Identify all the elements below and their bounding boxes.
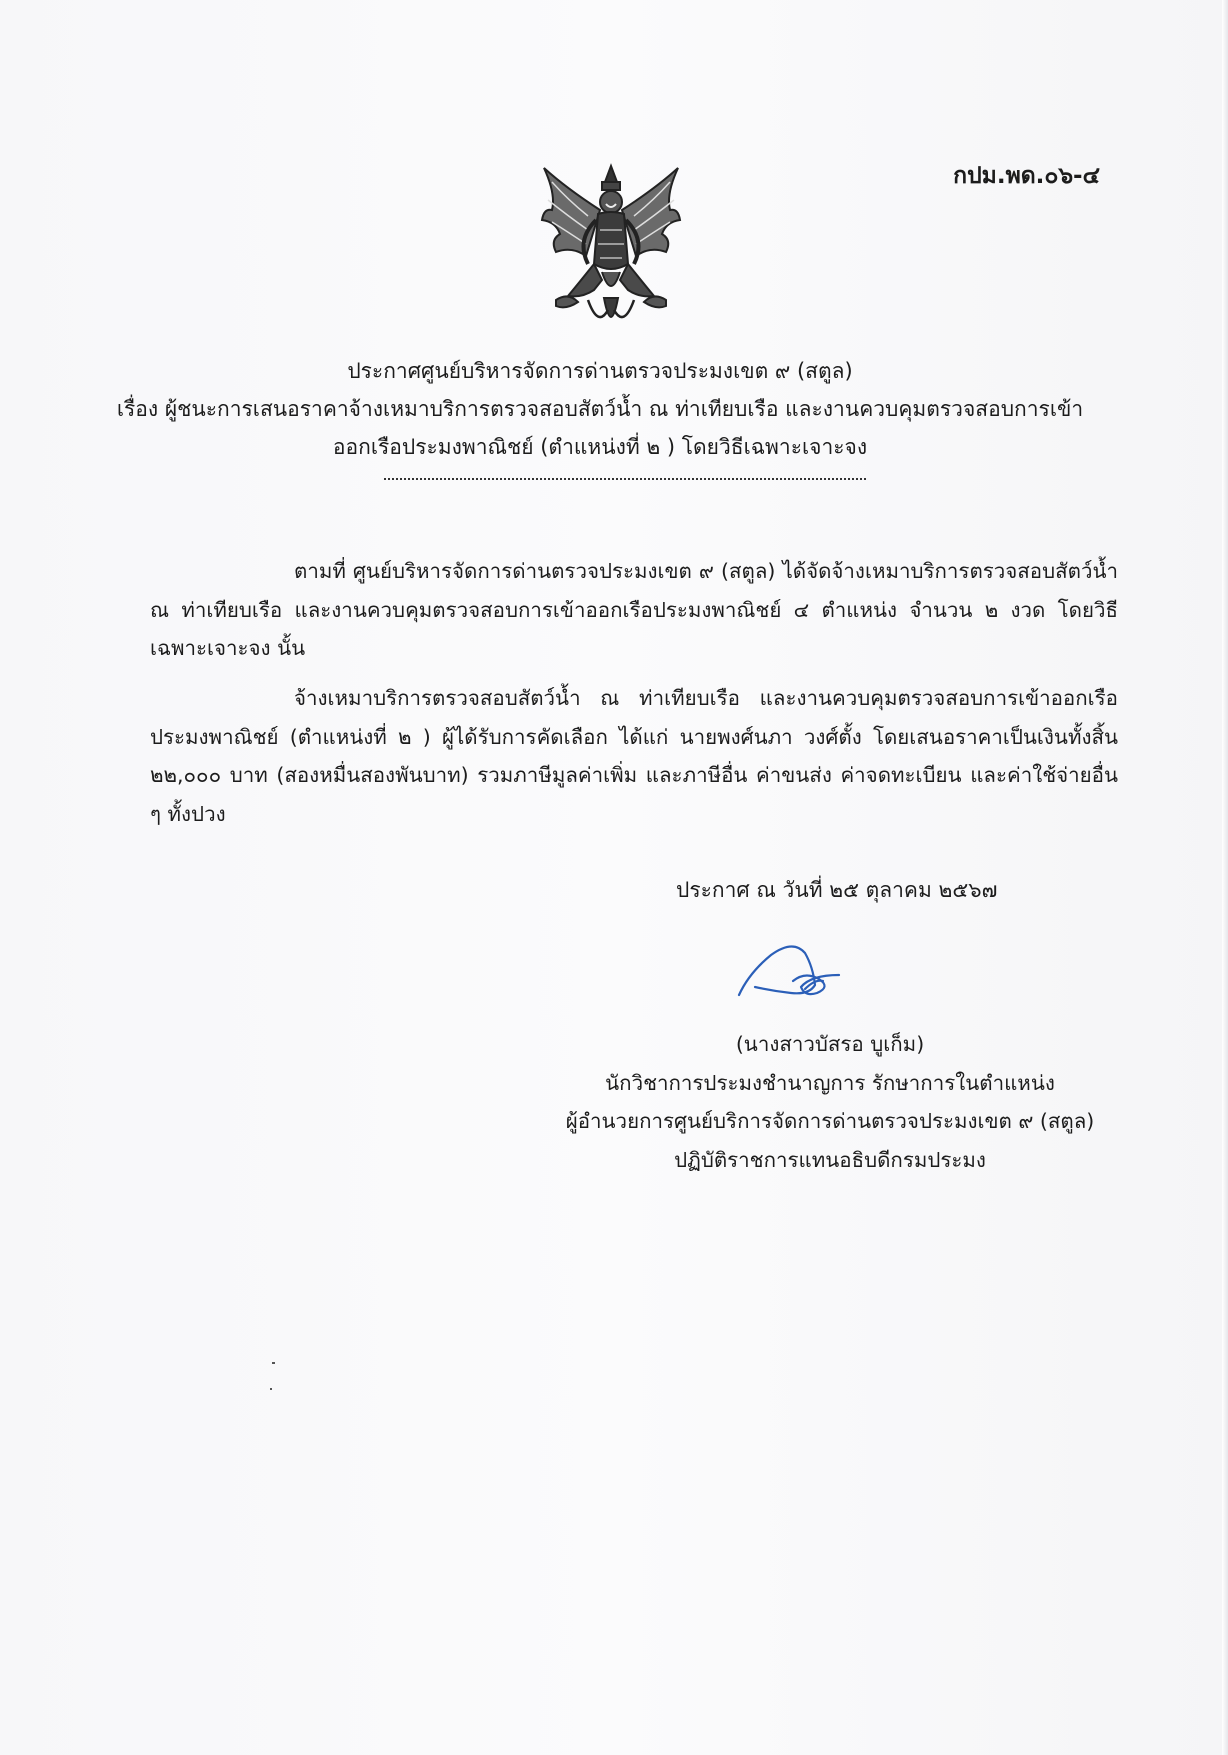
- signer-name: (นางสาวบัสรอ บูเก็ม): [735, 1032, 925, 1056]
- heading-line-2: เรื่อง ผู้ชนะการเสนอราคาจ้างเหมาบริการตรวจสอบสัตว์น้ำ ณ ท่าเทียบเรือ และงานควบคุมตรวจสอบการเข้า: [116, 397, 1084, 421]
- signer-position-1: นักวิชาการประมงชำนาญการ รักษาการในตำแหน่ง: [605, 1070, 1055, 1095]
- body-paragraph-1: ตามที่ ศูนย์บริหารจัดการด่านตรวจประมงเขต ๙ (สตูล) ได้จัดจ้างเหมาบริการตรวจสอบสัตว์น้ำ ณ ท่าเทียบเรือ และงานควบคุมตรวจสอบการเข้าออกเรือประมงพาณิชย์ ๔ ตำแหน่ง จำนวน ๒ งวด โดยวิธีเฉพาะเจาะจง นั้น: [150, 559, 1118, 660]
- signer-position-3: ปฏิบัติราชการแทนอธิบดีกรมประมง: [674, 1147, 986, 1172]
- document-code: กปม.พด.๐๖-๔: [953, 163, 1100, 189]
- dotted-separator: [384, 478, 866, 480]
- garuda-emblem-icon: [538, 160, 684, 342]
- heading-line-1: ประกาศศูนย์บริหารจัดการด่านตรวจประมงเขต ๙ (สตูล): [347, 359, 853, 383]
- scan-speck: [272, 1362, 275, 1364]
- document-heading: [80, 352, 1120, 466]
- signature-block: [540, 1025, 1120, 1179]
- handwritten-signature-icon: [735, 935, 855, 1010]
- body-paragraph-2: จ้างเหมาบริการตรวจสอบสัตว์น้ำ ณ ท่าเทียบเรือ และงานควบคุมตรวจสอบการเข้าออกเรือประมงพาณิชย์ (ตำแหน่งที่ ๒ ) ผู้ได้รับการคัดเลือก ได้แก่ นายพงศ์นภา วงศ์ตั้ง โดยเสนอราคาเป็นเงินทั้งสิ้น ๒๒,๐๐๐ บาท (สองหมื่นสองพันบาท) รวมภาษีมูลค่าเพิ่ม และภาษีอื่น ค่าขนส่ง ค่าจดทะเบียน และค่าใช้จ่ายอื่น ๆ ทั้งปวง: [150, 686, 1118, 826]
- heading-line-3: ออกเรือประมงพาณิชย์ (ตำแหน่งที่ ๒ ) โดยวิธีเฉพาะเจาะจง: [332, 435, 868, 459]
- scan-speck: [270, 1388, 272, 1390]
- announcement-date: ประกาศ ณ วันที่ ๒๕ ตุลาคม ๒๕๖๗: [676, 878, 998, 902]
- signer-position-2: ผู้อำนวยการศูนย์บริการจัดการด่านตรวจประมงเขต ๙ (สตูล): [565, 1109, 1095, 1133]
- page-edge: [1222, 0, 1228, 1755]
